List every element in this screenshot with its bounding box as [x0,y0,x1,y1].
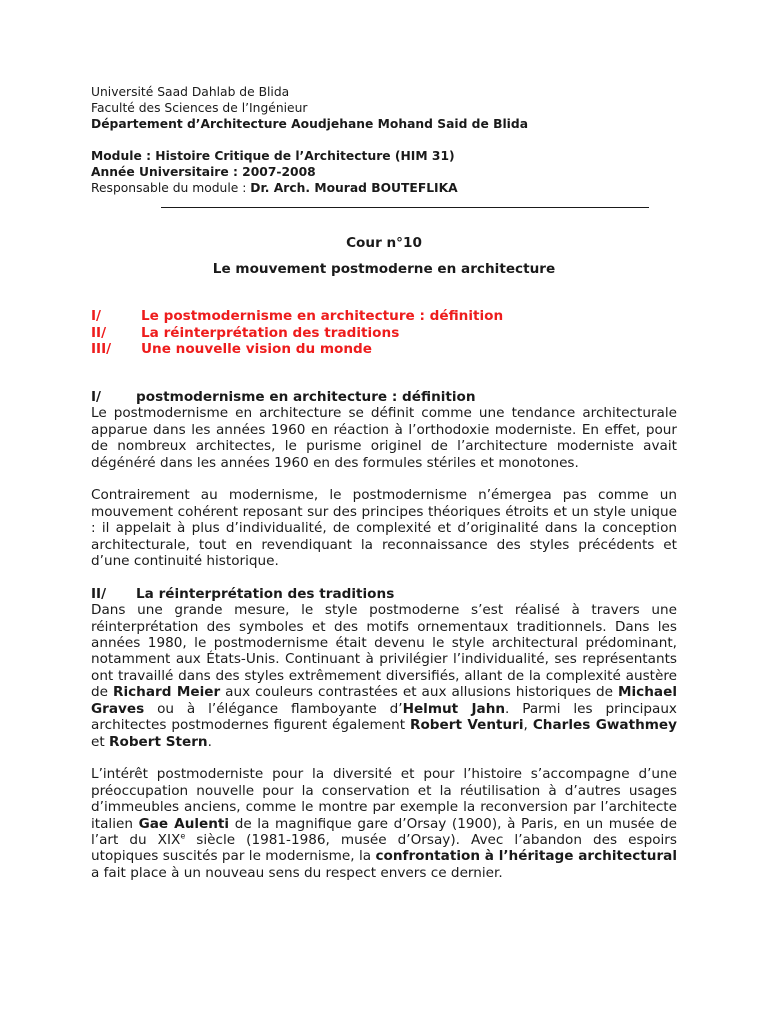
document-header [91,84,677,196]
text-run: . Parmi les principaux architectes postmodernes figurent également [91,700,677,734]
text-run: ou à l’élégance flamboyante d’ [144,700,403,717]
architect-name: Helmut Jahn [402,700,506,717]
faculty-name: Faculté des Sciences de l’Ingénieur [91,101,308,115]
architect-name: Michael Graves [91,684,677,717]
text-run: Dans une grande mesure, le style postmoderne s’est réalisé à travers une réinterprétation des symboles et des motifs ornementaux traditionnels. Dans les années 1980, le postmodernisme était devenu le style architectural prédominant, notamment aux États-Unis. Continuant à privilégier l’individualité, ses représentants ont travaillé dans des styles extrêmement diversifiés, allant de la complexité austère de [91,602,677,701]
university-name: Université Saad Dahlab de Blida [91,85,290,99]
toc-item-label: Une nouvelle vision du monde [141,341,373,357]
course-number: Cour n°10 [346,235,422,251]
text-run: L’intérêt postmoderniste pour la diversité et pour l’histoire s’accompagne d’une préoccupation nouvelle pour la conservation et la réutilisation à d’autres usages d’immeubles anciens, comme le montre par exemple la reconversion par l’architecte italien [91,766,677,832]
toc-item [91,325,677,342]
toc-item-number: II/ [91,324,107,341]
section-heading [91,586,677,602]
architect-name: Gae Aulenti [138,815,230,832]
toc-item-number: I/ [91,308,102,324]
architect-name: Charles Gwathmey [532,717,678,734]
responsible-name: Dr. Arch. Mourad BOUTEFLIKA [250,181,458,195]
text-run: , [523,717,533,734]
section-title: La réinterprétation des traditions [136,585,395,602]
academic-year: Année Universitaire : 2007-2008 [91,165,316,179]
document-body [91,389,677,881]
paragraph: Le postmodernisme en architecture se définit comme une tendance architecturale apparue dans les années 1960 en réaction à l’orthodoxie moderniste. En effet, pour de nombreux architectes, le purisme originel de l’architecture moderniste avait dégénéré dans les années 1960 en des formules stériles et monotones. [91,405,677,471]
architect-name: Robert Stern [109,733,208,750]
section-number: I/ [91,389,102,405]
text-run: aux couleurs contrastées et aux allusions historiques de [220,684,618,701]
section-title: postmodernisme en architecture : définition [136,389,476,405]
superscript: e [180,831,186,841]
module-name: Module : Histoire Critique de l’Architecture (HIM 31) [91,149,455,163]
architect-name: Richard Meier [112,684,221,701]
table-of-contents [91,308,677,358]
toc-item [91,308,677,325]
text-run: de la magnifique gare d’Orsay (1900), à Paris, en un musée de l’art du XIX [91,815,678,848]
module-responsible [91,180,677,196]
course-title: Le mouvement postmoderne en architecture [212,261,556,277]
emphasis-text: confrontation à l’héritage architectural [375,848,677,865]
paragraph: Contrairement au modernisme, le postmodernisme n’émergea pas comme un mouvement cohérent reposant sur des principes théoriques étroits et un style unique : il appelait à plus d’individualité, de complexité et d’originalité dans la conception architecturale, tout en revendiquant la reconnaissance des styles précédents et d’une continuité historique. [91,487,677,570]
toc-item [91,341,677,358]
toc-item-label: Le postmodernisme en architecture : définition [141,308,504,324]
horizontal-rule [161,207,649,208]
text-run: siècle (1981-1986, musée d’Orsay). Avec l’abandon des espoirs utopiques suscités par le modernisme, la [91,831,677,865]
text-run: a fait place à un nouveau sens du respect envers ce dernier. [91,864,503,881]
paragraph [91,766,677,881]
text-run: . [207,733,212,750]
toc-item-label: La réinterprétation des traditions [141,324,400,341]
section-number: II/ [91,585,107,602]
architect-name: Robert Venturi [410,717,524,734]
responsible-label: Responsable du module : [91,181,251,195]
section-heading [91,389,677,405]
paragraph [91,602,677,750]
toc-item-number: III/ [91,341,112,357]
text-run: et [91,733,110,750]
course-title-block [91,234,677,278]
department-name: Département d’Architecture Aoudjehane Mohand Said de Blida [91,117,528,131]
